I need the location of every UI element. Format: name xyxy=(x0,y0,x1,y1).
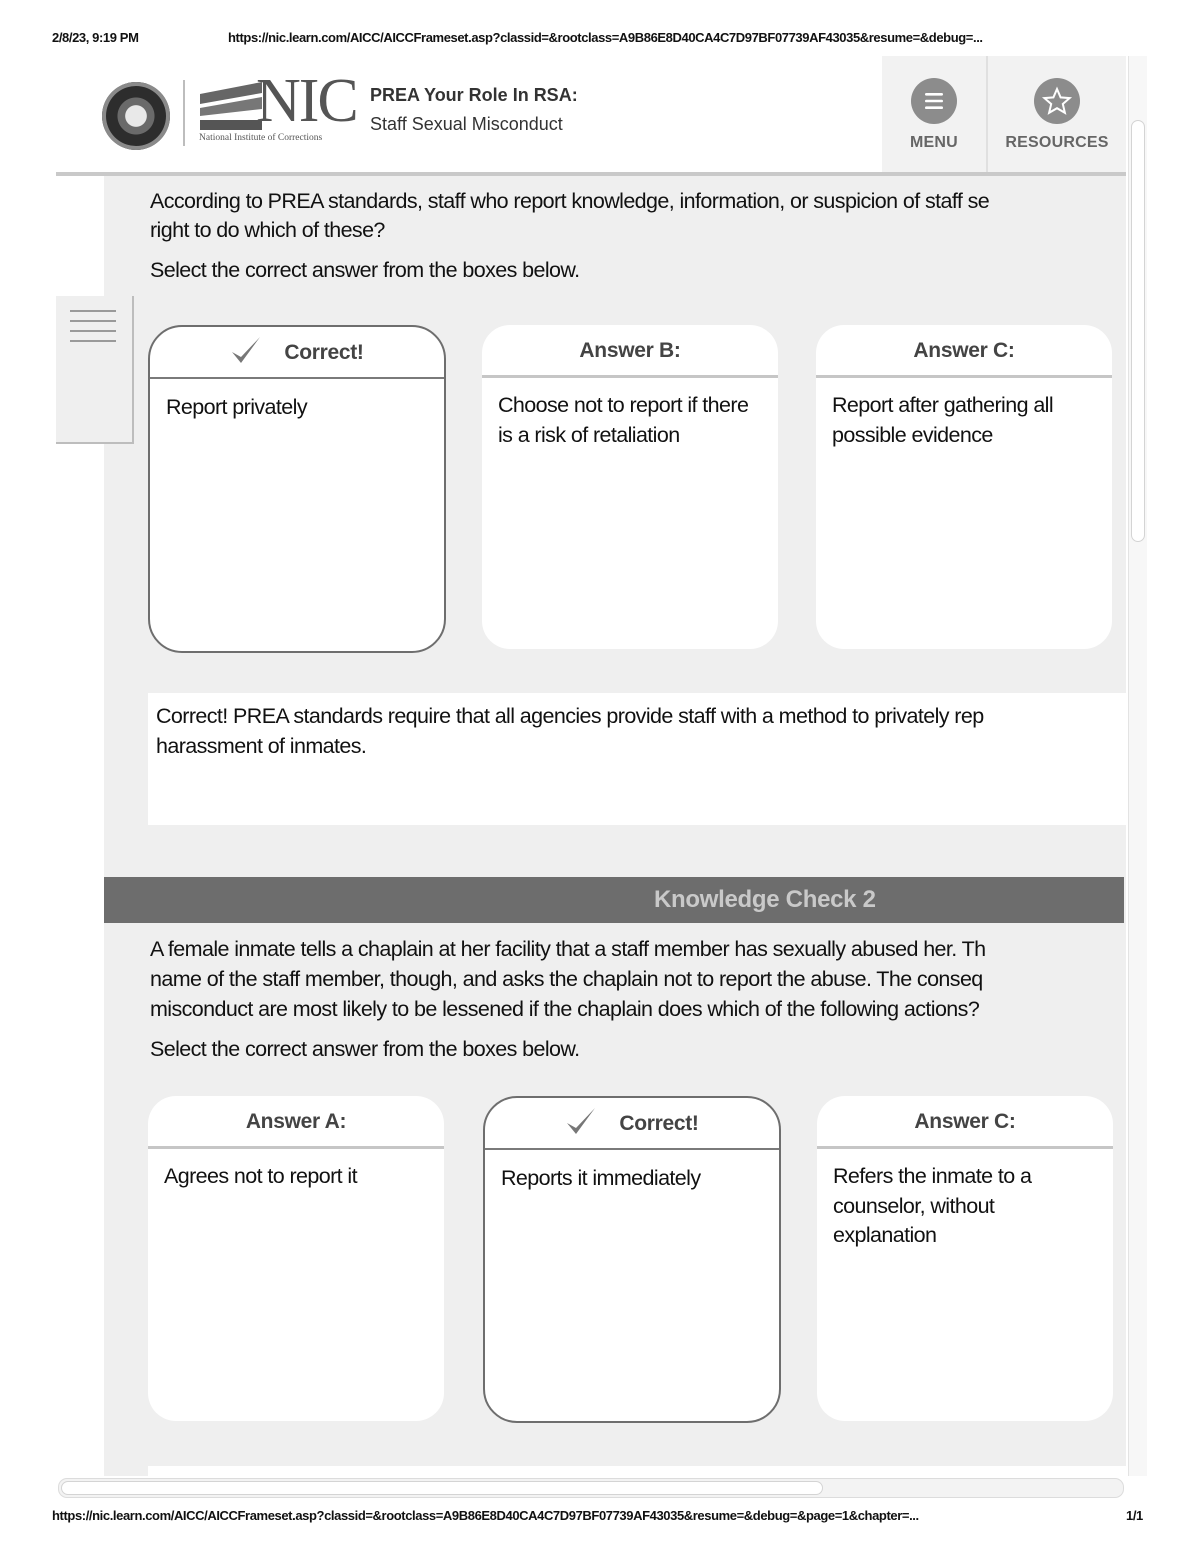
card-head-rule xyxy=(816,375,1112,378)
kc1-feedback-line1: Correct! PREA standards require that all agencies provide staff with a method to privately rep xyxy=(156,704,984,728)
kc1-answer-b-text: Choose not to report if there is a risk of retaliation xyxy=(498,393,749,447)
vertical-scrollbar[interactable] xyxy=(1128,56,1147,1476)
kc2-answer-a-text: Agrees not to report it xyxy=(164,1164,357,1188)
side-tab-line xyxy=(70,310,116,312)
nic-logo-text: NIC xyxy=(256,67,357,135)
kc2-answer-a-head: Answer A: xyxy=(245,1110,347,1133)
print-footer-url: https://nic.learn.com/AICC/AICCFrameset.asp?classid=&rootclass=A9B86E8D40CA4C7D97BF07739AF43035&resume=&debug=&page=1&chapter=... xyxy=(52,1508,919,1523)
kc1-question-line2: right to do which of these? xyxy=(150,218,385,242)
kc1-feedback-line2: harassment of inmates. xyxy=(156,733,367,758)
kc1-answer-a-header xyxy=(150,327,444,377)
kc1-answer-a-text: Report privately xyxy=(166,395,307,419)
kc2-answer-c-text: Refers the inmate to a counselor, without explanation xyxy=(833,1164,1032,1247)
side-menu-tab[interactable] xyxy=(56,296,134,444)
kc1-feedback-text xyxy=(156,702,1126,761)
course-title xyxy=(370,81,578,139)
kc1-instruction: Select the correct answer from the boxes below. xyxy=(150,258,580,282)
vertical-scrollbar-thumb[interactable] xyxy=(1131,120,1145,542)
checkmark-icon xyxy=(565,1106,597,1136)
menu-icon xyxy=(911,78,957,124)
kc1-answer-a-card[interactable] xyxy=(148,325,446,653)
kc1-answer-b-card[interactable] xyxy=(482,325,778,649)
kc2-answer-b-header xyxy=(485,1098,779,1148)
card-head-rule xyxy=(148,1146,444,1149)
resources-button[interactable] xyxy=(988,56,1126,174)
horizontal-scrollbar-thumb[interactable] xyxy=(61,1481,823,1495)
menu-button[interactable] xyxy=(882,56,986,174)
kc2-answer-b-head: Correct! xyxy=(619,1112,699,1135)
nic-subtitle: National Institute of Corrections xyxy=(199,133,323,143)
kc2-answer-b-text: Reports it immediately xyxy=(501,1166,701,1190)
kc2-section-title: Knowledge Check 2 xyxy=(654,886,876,913)
kc2-question-line1: A female inmate tells a chaplain at her facility that a staff member has sexually abused her. Th xyxy=(150,937,986,961)
kc1-answer-c-text: Report after gathering all possible evidence xyxy=(832,393,1054,447)
card-head-rule xyxy=(817,1146,1113,1149)
doj-seal-icon xyxy=(102,82,170,150)
kc2-instruction: Select the correct answer from the boxes below. xyxy=(150,1037,580,1061)
kc2-answer-a-card[interactable] xyxy=(148,1096,444,1421)
kc1-answer-c-card[interactable] xyxy=(816,325,1112,649)
card-head-rule xyxy=(150,377,444,379)
menu-label: MENU xyxy=(910,134,958,151)
side-tab-line xyxy=(70,340,116,342)
kc2-answer-c-head: Answer C: xyxy=(914,1110,1016,1133)
print-page-number: 1/1 xyxy=(1126,1508,1143,1523)
print-url: https://nic.learn.com/AICC/AICCFrameset.asp?classid=&rootclass=A9B86E8D40CA4C7D97BF07739AF43035&resume=&debug=... xyxy=(228,30,983,45)
kc2-question-line3: misconduct are most likely to be lessened if the chaplain does which of the following actions? xyxy=(150,997,980,1021)
print-datetime: 2/8/23, 9:19 PM xyxy=(52,30,139,45)
logo-divider xyxy=(183,80,185,146)
kc1-answer-a-head: Correct! xyxy=(284,341,364,364)
side-tab-line xyxy=(70,330,116,332)
kc1-question-line1: According to PREA standards, staff who report knowledge, information, or suspicion of staff se xyxy=(150,189,990,213)
kc1-answer-b-head: Answer B: xyxy=(579,339,681,362)
kc2-answer-b-card[interactable] xyxy=(483,1096,781,1423)
kc2-question-line2: name of the staff member, though, and asks the chaplain not to report the abuse. The conseq xyxy=(150,967,983,991)
kc1-feedback-box xyxy=(148,693,1126,825)
side-tab-line xyxy=(70,320,116,322)
checkmark-icon xyxy=(230,335,262,365)
card-head-rule xyxy=(485,1148,779,1150)
course-title-line2: Staff Sexual Misconduct xyxy=(370,114,563,134)
next-panel-edge xyxy=(148,1466,1126,1478)
kc1-answer-c-head: Answer C: xyxy=(913,339,1015,362)
course-title-line1: PREA Your Role In RSA: xyxy=(370,85,578,105)
resources-label: RESOURCES xyxy=(1005,134,1109,151)
star-icon xyxy=(1034,78,1080,124)
kc2-answer-c-card[interactable] xyxy=(817,1096,1113,1421)
nic-logo-mark-icon xyxy=(200,82,262,130)
card-head-rule xyxy=(482,375,778,378)
kc2-section-bar xyxy=(104,877,1124,923)
horizontal-scrollbar[interactable] xyxy=(58,1478,1124,1498)
